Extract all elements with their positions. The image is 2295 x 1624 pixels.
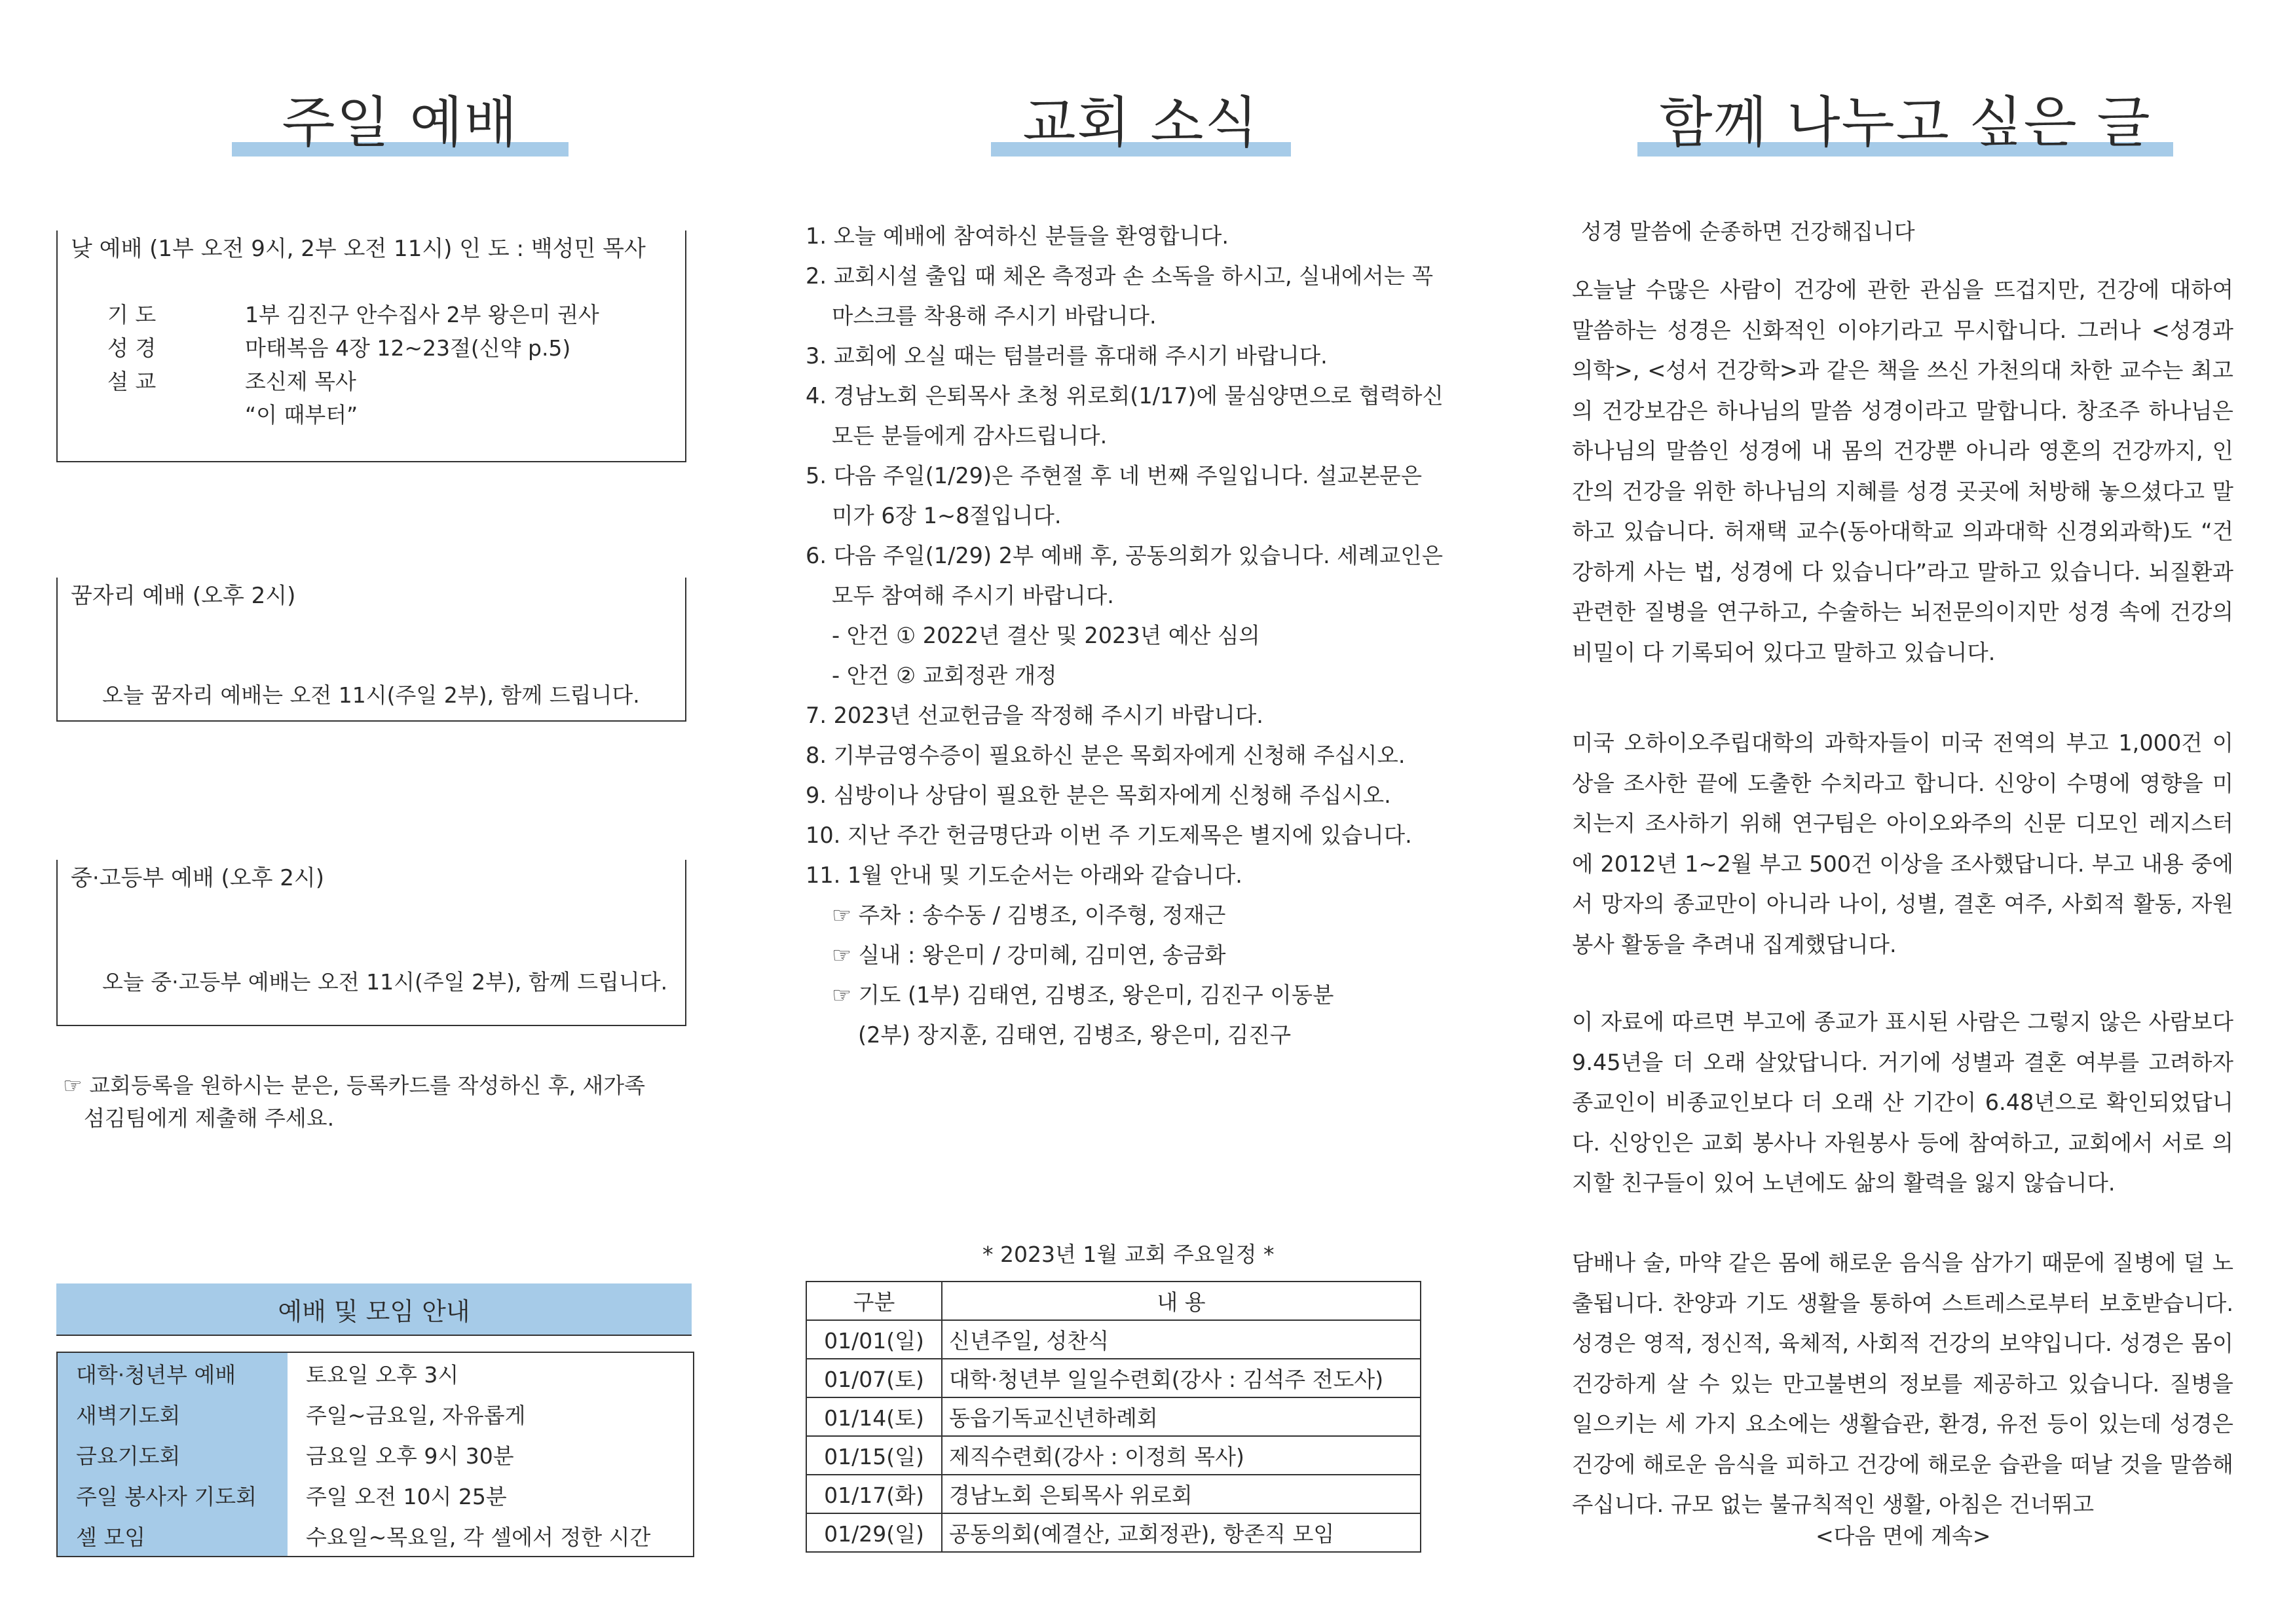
schedule-date: 01/01(일) — [806, 1320, 942, 1359]
schedule-row — [806, 1436, 1421, 1475]
guide-value: 토요일 오후 3시 — [306, 1361, 459, 1388]
news-item: 6. 다음 주일(1/29) 2부 예배 후, 공동의회가 있습니다. 세례교인은 — [806, 543, 1444, 568]
schedule-row — [806, 1359, 1421, 1397]
schedule-event: 동읍기독교신년하례회 — [942, 1397, 1421, 1436]
guide-value: 주일~금요일, 자유롭게 — [306, 1402, 526, 1428]
news-item: ☞ 주차 : 송수동 / 김병조, 이주형, 정재근 — [832, 902, 1226, 928]
kids-service-text: 오늘 꿈자리 예배는 오전 11시(주일 2부), 함께 드립니다. — [102, 682, 640, 708]
essay-paragraph: 오늘날 수많은 사람이 건강에 관한 관심을 뜨겁지만, 건강에 대하여 말씀하는 성경은 신화적인 이야기라고 무시합니다. 그러나 <성경과 의학>, <성서 건강학>과 같은 책을 쓰신 가천의대 차한 교수는 최고의 건강보감은 하나님의 말씀 성경이라고 말합니다. 창조주 하나님은 하나님의 말씀인 성경에 내 몸의 건강뿐 아니라 영혼의 건강까지, 인간의 건강을 위한 하나님의 지혜를 성경 곳곳에 처방해 놓으셨다고 말하고 있습니다. 허재택 교수(동아대학교 의과대학 신경외과학)도 “건강하게 사는 법, 성경에 다 있습니다”라고 말하고 있습니다. 뇌질환과 관련한 질병을 연구하고, 수술하는 뇌전문의이지만 성경 속에 건강의 비밀이 다 기록되어 있다고 말하고 있습니다. — [1572, 277, 2233, 665]
news-item: 마스크를 착용해 주시기 바랍니다. — [832, 303, 1157, 329]
news-item: - 안건 ② 교회정관 개정 — [832, 663, 1057, 688]
guide-label: 셀 모임 — [57, 1515, 288, 1557]
news-heading-text: 교회 소식 — [1022, 90, 1259, 155]
schedule-date: 01/14(토) — [806, 1397, 942, 1436]
guide-value: 수요일~목요일, 각 셀에서 정한 시간 — [306, 1524, 651, 1550]
essay-paragraph: 담배나 술, 마약 같은 몸에 해로운 음식을 삼가기 때문에 질병에 덜 노출됩니다. 찬양과 기도 생활을 통하여 스트레스로부터 보호받습니다. 성경은 영적, 정신적, 육체적, 사회적 건강의 보약입니다. 성경은 몸이 건강하게 살 수 있는 만고불변의 정보를 제공하고 있습니다. 질병을 일으키는 세 가지 요소에는 생활습관, 환경, 유전 등이 있는데 성경은 건강에 해로운 음식을 피하고 건강에 해로운 습관을 떠날 것을 말씀해 주십니다. 규모 없는 불규칙적인 생활, 아침은 건너뛰고 — [1572, 1250, 2233, 1517]
schedule-event: 경남노회 은퇴목사 위로회 — [942, 1475, 1421, 1513]
scripture-value: 마태복음 4장 12~23절(신약 p.5) — [245, 335, 571, 361]
youth-service-title: 중·고등부 예배 (오후 2시) — [71, 860, 331, 892]
guide-row — [57, 1475, 694, 1515]
essay-paragraph: 미국 오하이오주립대학의 과학자들이 미국 전역의 부고 1,000건 이상을 조사한 끝에 도출한 수치라고 합니다. 신앙이 수명에 영향을 미치는지 조사하기 위해 연구팀은 아이오와주의 신문 디모인 레지스터에 2012년 1~2월 부고 500건 이상을 조사했답니다. 부고 내용 중에서 망자의 종교만이 아니라 나이, 성별, 결혼 여주, 사회적 활동, 자원봉사 활동을 추려내 집계했답니다. — [1572, 730, 2233, 957]
news-item: 8. 기부금영수증이 필요하신 분은 목회자에게 신청해 주십시오. — [806, 743, 1406, 768]
news-item: 미가 6장 1~8절입니다. — [832, 503, 1062, 528]
continued-note: <다음 면에 계속> — [1816, 1523, 1991, 1549]
guide-row — [57, 1393, 694, 1434]
news-item: ☞ 기도 (1부) 김태연, 김병조, 왕은미, 김진구 이동분 — [832, 982, 1334, 1008]
schedule-header-row — [806, 1282, 1421, 1320]
news-item: 9. 심방이나 상담이 필요한 분은 목회자에게 신청해 주십시오. — [806, 783, 1391, 808]
guide-label: 새벽기도회 — [57, 1393, 288, 1434]
kids-service-title: 꿈자리 예배 (오후 2시) — [71, 578, 302, 610]
schedule-date: 01/07(토) — [806, 1359, 942, 1397]
schedule-date: 01/15(일) — [806, 1436, 942, 1475]
news-heading — [991, 79, 1291, 158]
guide-row — [57, 1515, 694, 1557]
news-item: 11. 1월 안내 및 기도순서는 아래와 같습니다. — [806, 862, 1242, 888]
guide-row — [57, 1434, 694, 1475]
schedule-row — [806, 1320, 1421, 1359]
worship-heading-text: 주일 예배 — [282, 90, 519, 155]
guide-value: 금요일 오후 9시 30분 — [306, 1443, 514, 1469]
guide-table — [56, 1352, 694, 1557]
youth-service-text: 오늘 중·고등부 예배는 오전 11시(주일 2부), 함께 드립니다. — [102, 969, 668, 995]
schedule-header-content: 내 용 — [942, 1282, 1421, 1320]
day-service-title: 낮 예배 (1부 오전 9시, 2부 오전 11시) 인 도 : 백성민 목사 — [71, 231, 652, 263]
news-item: 모두 참여해 주시기 바랍니다. — [832, 583, 1114, 608]
register-note-line-2: 섬김팀에게 제출해 주세요. — [84, 1105, 335, 1131]
news-item: 7. 2023년 선교헌금을 작정해 주시기 바랍니다. — [806, 703, 1263, 728]
news-item: 10. 지난 주간 헌금명단과 이번 주 기도제목은 별지에 있습니다. — [806, 822, 1412, 848]
schedule-title: * 2023년 1월 교회 주요일정 * — [982, 1242, 1275, 1267]
schedule-header-date: 구분 — [806, 1282, 942, 1320]
prayer-value: 1부 김진구 안수집사 2부 왕은미 권사 — [245, 302, 599, 327]
schedule-event: 대학·청년부 일일수련회(강사 : 김석주 전도사) — [942, 1359, 1421, 1397]
guide-header — [56, 1283, 692, 1336]
sermon-label: 설 교 — [107, 369, 157, 394]
news-item: ☞ 실내 : 왕은미 / 강미혜, 김미연, 송금화 — [832, 942, 1226, 968]
schedule-row — [806, 1475, 1421, 1513]
guide-title: 예배 및 모임 안내 — [278, 1297, 470, 1326]
news-item: 2. 교회시설 출입 때 체온 측정과 손 소독을 하시고, 실내에서는 꼭 — [806, 263, 1434, 289]
prayer-label: 기 도 — [107, 302, 157, 327]
schedule-event: 제직수련회(강사 : 이정희 목사) — [942, 1436, 1421, 1475]
schedule-event: 신년주일, 성찬식 — [942, 1320, 1421, 1359]
news-item: 5. 다음 주일(1/29)은 주현절 후 네 번째 주일입니다. 설교본문은 — [806, 463, 1423, 489]
scripture-label: 성 경 — [107, 335, 157, 361]
guide-value: 주일 오전 10시 25분 — [306, 1483, 507, 1509]
news-item: 3. 교회에 오실 때는 텀블러를 휴대해 주시기 바랍니다. — [806, 343, 1328, 369]
worship-heading — [232, 79, 569, 158]
essay-subtitle: 성경 말씀에 순종하면 건강해집니다 — [1581, 219, 1915, 244]
schedule-table — [806, 1281, 1421, 1553]
schedule-event: 공동의회(예결산, 교회정관), 항존직 모임 — [942, 1513, 1421, 1552]
guide-label: 주일 봉사자 기도회 — [57, 1475, 288, 1515]
schedule-date: 01/17(화) — [806, 1475, 942, 1513]
schedule-row — [806, 1397, 1421, 1436]
register-note-line-1: ☞ 교회등록을 원하시는 분은, 등록카드를 작성하신 후, 새가족 — [63, 1073, 646, 1098]
news-item: - 안건 ① 2022년 결산 및 2023년 예산 심의 — [832, 623, 1260, 648]
essay-paragraph: 이 자료에 따르면 부고에 종교가 표시된 사람은 그렇지 않은 사람보다 9.45년을 더 오래 살았답니다. 거기에 성별과 결혼 여부를 고려하자 종교인이 비종교인보다 더 오래 산 기간이 6.48년으로 확인되었답니다. 신앙인은 교회 봉사나 자원봉사 등에 참여하고, 교회에서 서로 의지할 친구들이 있어 노년에도 삶의 활력을 잃지 않습니다. — [1572, 1009, 2233, 1196]
guide-label: 대학·청년부 예배 — [57, 1352, 288, 1393]
news-item: (2부) 장지훈, 김태연, 김병조, 왕은미, 김진구 — [858, 1022, 1292, 1048]
sermon-title: “이 때부터” — [245, 402, 358, 428]
guide-row — [57, 1352, 694, 1393]
preacher-value: 조신제 목사 — [245, 369, 356, 394]
guide-label: 금요기도회 — [57, 1434, 288, 1475]
news-item: 모든 분들에게 감사드립니다. — [832, 423, 1108, 449]
schedule-date: 01/29(일) — [806, 1513, 942, 1552]
news-list — [806, 216, 1474, 1055]
essay-heading — [1637, 79, 2173, 158]
essay-heading-text: 함께 나누고 싶은 글 — [1659, 90, 2152, 155]
news-item: 1. 오늘 예배에 참여하신 분들을 환영합니다. — [806, 223, 1229, 249]
schedule-row — [806, 1513, 1421, 1552]
news-item: 4. 경남노회 은퇴목사 초청 위로회(1/17)에 물심양면으로 협력하신 — [806, 383, 1444, 409]
